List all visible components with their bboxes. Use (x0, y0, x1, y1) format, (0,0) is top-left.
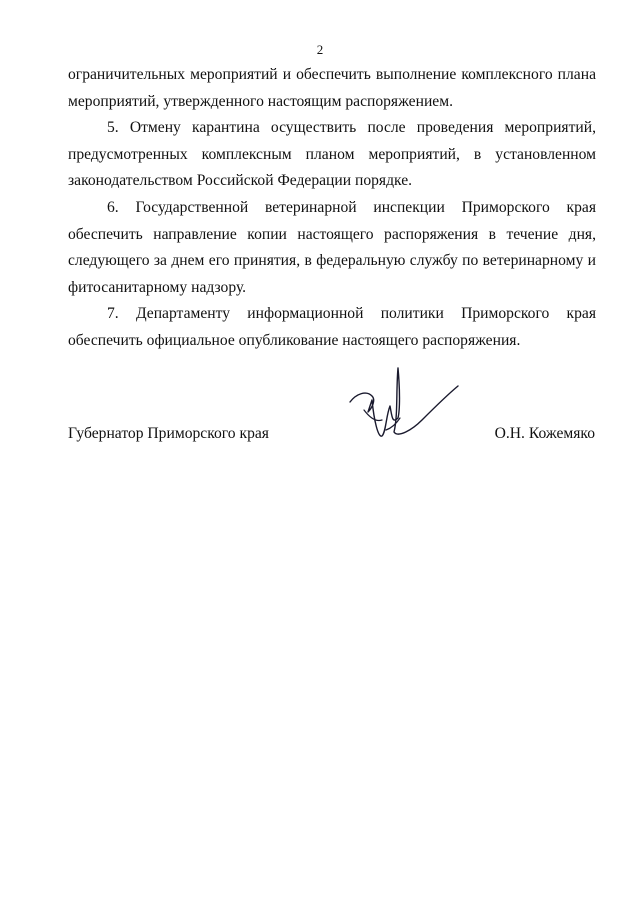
signatory-name: О.Н. Кожемяко (494, 425, 595, 442)
body-line: фитосанитарному надзору. (68, 278, 247, 296)
page-number: 2 (316, 42, 324, 57)
body-line: предусмотренных комплексным планом мероприятий, в установленном (68, 145, 596, 163)
body-line: мероприятий, утвержденного настоящим распоряжением. (68, 92, 453, 110)
signatory-title: Губернатор Приморского края (68, 425, 269, 442)
body-line: законодательством Российской Федерации порядке. (68, 172, 413, 190)
body-line: следующего за днем его принятия, в федеральную службу по ветеринарному и (68, 252, 596, 270)
body-line: 6. Государственной ветеринарной инспекции Приморского края (107, 198, 596, 216)
handwritten-signature (342, 360, 462, 460)
body-line: обеспечить направление копии настоящего распоряжения в течение дня, (68, 225, 596, 243)
body-line: ограничительных мероприятий и обеспечить выполнение комплексного плана (68, 66, 596, 83)
document-body (68, 62, 596, 355)
body-line: 7. Департаменту информационной политики Приморского края (107, 305, 596, 323)
body-line: 5. Отмену карантина осуществить после проведения мероприятий, (107, 119, 596, 137)
body-line: обеспечить официальное опубликование настоящего распоряжения. (68, 331, 521, 349)
